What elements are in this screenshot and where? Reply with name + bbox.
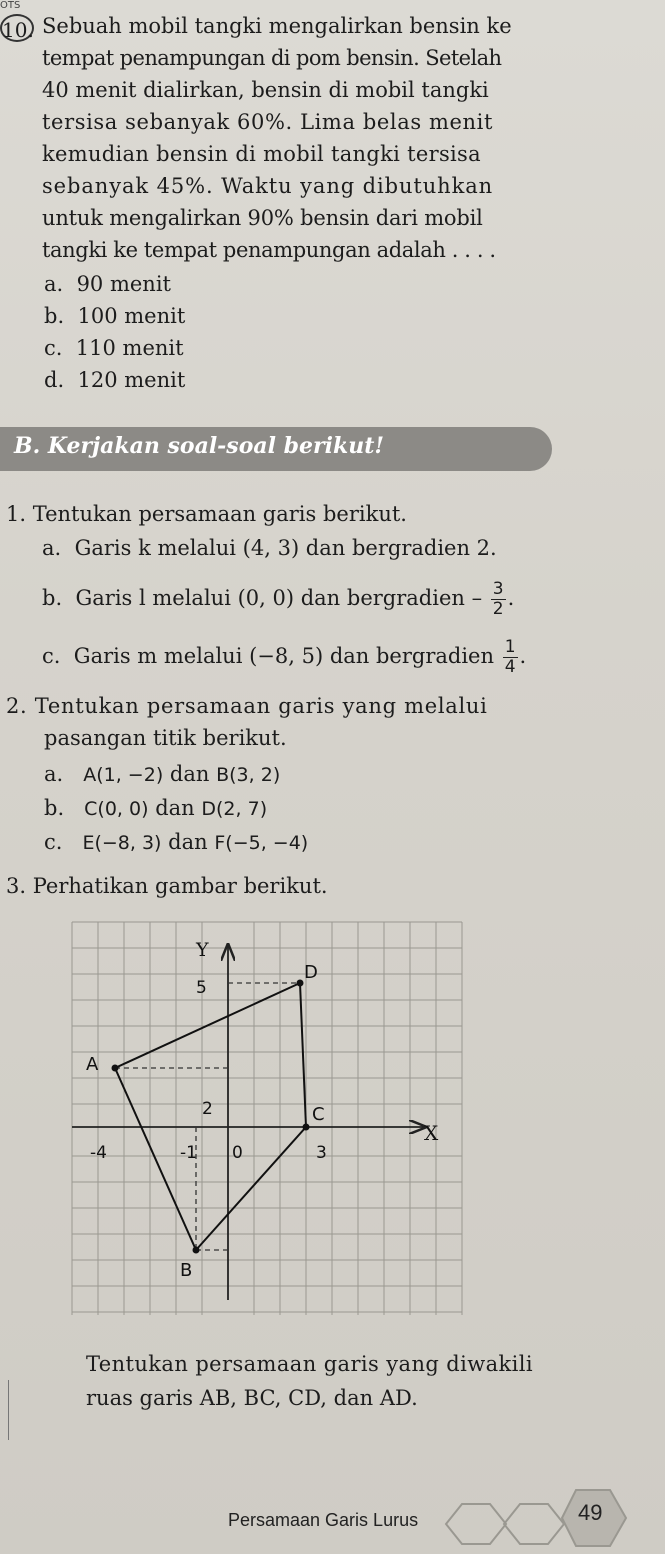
tick-x-minus-1: -1 [180, 1143, 197, 1163]
q3-task-line-2: ruas garis AB, BC, CD, dan AD. [86, 1386, 418, 1410]
segment-cd [300, 983, 306, 1127]
label-b: B [180, 1260, 193, 1281]
q10-line-2: tempat penampungan di pom bensin. Setelah [42, 46, 502, 70]
q10-option-b: b. 100 menit [44, 304, 186, 328]
tick-x-0: 0 [232, 1143, 243, 1163]
q3-task-line-1: Tentukan persamaan garis yang diwakili [86, 1352, 534, 1376]
q10-line-5: kemudian bensin di mobil tangki tersisa [42, 142, 481, 166]
q10-option-c: c. 110 menit [44, 336, 184, 360]
section-b-title: B. Kerjakan soal-soal berikut! [14, 433, 385, 459]
point-a [112, 1065, 119, 1072]
tick-y-5: 5 [196, 978, 207, 998]
q2-item-a: a. A(1, −2) dan B(3, 2) [44, 762, 281, 786]
q2-item-c: c. E(−8, 3) dan F(−5, −4) [44, 830, 309, 854]
coordinate-figure [60, 910, 480, 1320]
q10-line-3: 40 menit dialirkan, bensin di mobil tangki [42, 78, 489, 102]
margin-line [8, 1380, 9, 1440]
q1-stem: 1. Tentukan persamaan garis berikut. [6, 502, 407, 526]
q10-line-6: sebanyak 45%. Waktu yang dibutuhkan [42, 174, 494, 198]
label-c: C [312, 1104, 325, 1125]
question-10-number: 10. [0, 14, 34, 42]
q1-item-b: b. Garis l melalui (0, 0) dan bergradien – $\frac{3}{2}$ . [42, 579, 515, 619]
point-b [193, 1247, 200, 1254]
point-d [297, 980, 304, 987]
q3-stem: 3. Perhatikan gambar berikut. [6, 874, 328, 898]
q1-c-fraction: $\frac{1}{4}$ [504, 637, 516, 677]
q2-stem-line-2: pasangan titik berikut. [44, 726, 287, 750]
q10-option-a: a. 90 menit [44, 272, 171, 296]
q2-stem-line-1: 2. Tentukan persamaan garis yang melalui [6, 694, 488, 718]
label-a: A [86, 1054, 99, 1075]
tick-x-3: 3 [316, 1143, 327, 1163]
q2-item-b: b. C(0, 0) dan D(2, 7) [44, 796, 268, 820]
point-c [303, 1124, 310, 1131]
hexagon-outline-1 [446, 1504, 506, 1544]
q1-item-a: a. Garis k melalui (4, 3) dan bergradien 2. [42, 536, 497, 560]
grid-lines [72, 922, 462, 1315]
tick-y-2: 2 [202, 1099, 213, 1119]
footer-chapter-title: Persamaan Garis Lurus [228, 1510, 419, 1530]
q10-line-8: tangki ke tempat penampungan adalah . . . . [42, 238, 496, 262]
q10-option-d: d. 120 menit [44, 368, 186, 392]
q10-line-4: tersisa sebanyak 60%. Lima belas menit [42, 110, 494, 134]
tick-x-minus-4: -4 [90, 1143, 107, 1163]
q10-line-1: Sebuah mobil tangki mengalirkan bensin ke [42, 14, 512, 38]
label-d: D [304, 962, 318, 983]
q1-item-c: c. Garis m melalui (−8, 5) dan bergradien $\frac{1}{4}$ . [42, 637, 527, 677]
section-b-banner [0, 427, 552, 471]
page-number: 49 [578, 1500, 603, 1525]
axis-x-label: X [424, 1121, 439, 1145]
q1-b-fraction: $\frac{3}{2}$ [492, 579, 504, 619]
hexagon-outline-2 [504, 1504, 564, 1544]
corner-cut-text: OTS [0, 0, 21, 11]
axis-y-label: Y [196, 939, 209, 961]
segment-bc [196, 1127, 306, 1250]
q10-line-7: untuk mengalirkan 90% bensin dari mobil [42, 206, 483, 230]
